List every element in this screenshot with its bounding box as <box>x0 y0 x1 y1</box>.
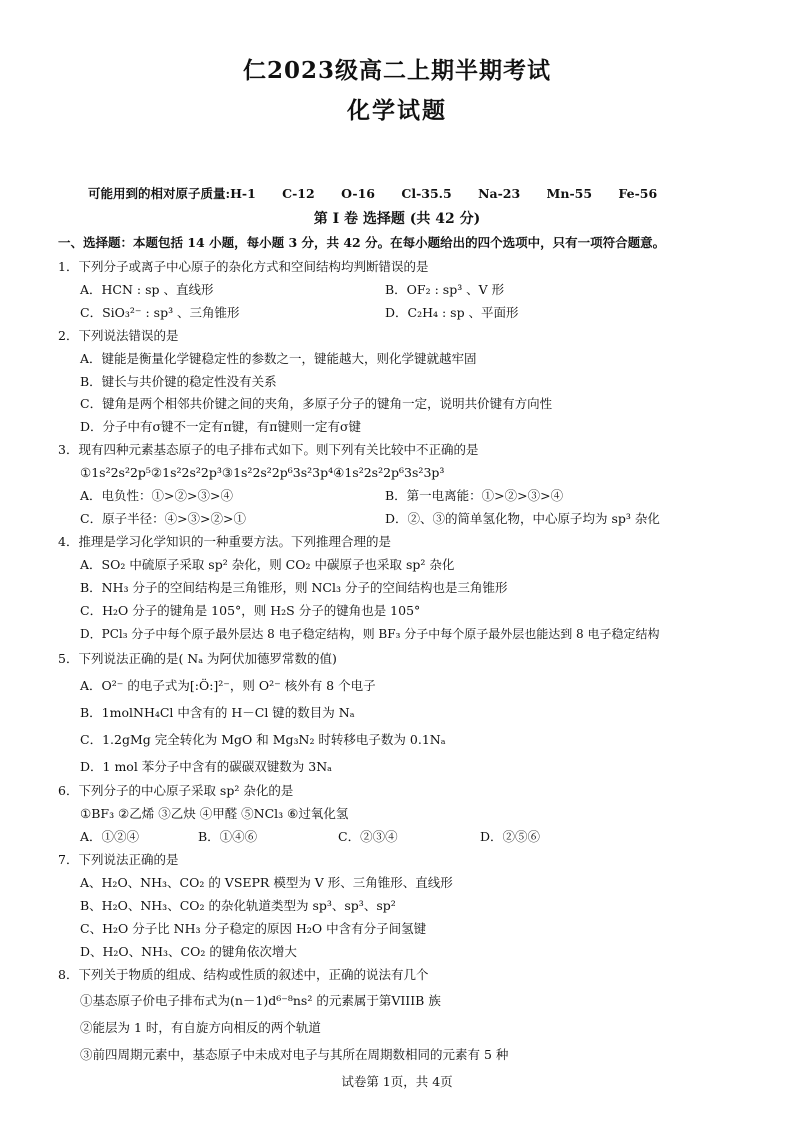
option-c: C．SiO₃²⁻ : sp³ 、三角锥形 <box>80 304 240 320</box>
atomic-mass-item: Na-23 <box>478 186 521 201</box>
option-c: C．原子半径：④>③>②>① <box>80 510 246 526</box>
atomic-mass-item: Cl-35.5 <box>401 186 452 201</box>
statement-1: ①基态原子价电子排布式为(n－1)d⁶⁻⁸ns² 的元素属于第VIIIB 族 <box>80 992 441 1008</box>
option-a: A．O²⁻ 的电子式为[:Ö:]²⁻，则 O²⁻ 核外有 8 个电子 <box>80 678 376 694</box>
option-b: B．第一电离能：①>②>③>④ <box>385 488 564 504</box>
option-d: D．1 mol 苯分子中含有的碳碳双键数为 3Nₐ <box>80 759 332 775</box>
subject-title: 化学试题 <box>347 97 447 124</box>
question-5-stem: 5．下列说法正确的是( Nₐ 为阿伏加德罗常数的值) <box>58 651 337 667</box>
section-title: 一、选择题：本题包括 14 小题，每小题 3 分，共 42 分。在每小题给出的四个选项中，只有一项符合题意。 <box>58 235 666 250</box>
statement-3: ③前四周期元素中，基态原子中未成对电子与其所在周期数相同的元素有 5 种 <box>80 1046 509 1062</box>
question-1-stem: 1．下列分子或离子中心原子的杂化方式和空间结构均判断错误的是 <box>58 259 429 274</box>
option-c: C、H₂O 分子比 NH₃ 分子稳定的原因 H₂O 中含有分子间氢键 <box>80 920 427 936</box>
question-1-options-row <box>58 302 758 325</box>
option-b: B．键长与共价键的稳定性没有关系 <box>80 373 277 389</box>
option-d: D．PCl₃ 分子中每个原子最外层达 8 电子稳定结构，则 BF₃ 分子中每个原子最外层也能达到 8 电子稳定结构 <box>80 626 660 641</box>
option-d: D．C₂H₄ : sp 、平面形 <box>385 304 519 320</box>
option-d: D．②⑤⑥ <box>480 829 541 845</box>
question-1-options-row <box>58 279 758 302</box>
question-2-stem: 2．下列说法错误的是 <box>58 327 179 343</box>
option-d: D．②、③的简单氢化物，中心原子均为 sp³ 杂化 <box>385 510 660 526</box>
statement-2: ②能层为 1 时，有自旋方向相反的两个轨道 <box>80 1019 321 1035</box>
part-title: 第 I 卷 选择题 (共 42 分) <box>313 211 481 227</box>
atomic-mass-item: C-12 <box>282 186 315 201</box>
option-c: C．键角是两个相邻共价键之间的夹角，多原子分子的键角一定，说明共价键有方向性 <box>80 396 553 412</box>
option-d: D、H₂O、NH₃、CO₂ 的键角依次增大 <box>80 943 297 959</box>
atomic-masses-label: 可能用到的相对原子质量:H-1 <box>88 186 256 201</box>
option-c: C．1.2gMg 完全转化为 MgO 和 Mg₃N₂ 时转移电子数为 0.1Nₐ <box>80 732 446 748</box>
question-3-stem: 3．现有四种元素基态原子的电子排布式如下。则下列有关比较中不正确的是 <box>58 442 479 458</box>
questions <box>58 256 758 1068</box>
page-footer: 试卷第 1页，共 4页 <box>341 1074 453 1089</box>
option-b: B．1molNH₄Cl 中含有的 H－Cl 键的数目为 Nₐ <box>80 705 355 721</box>
molecule-list: ①BF₃ ②乙烯 ③乙炔 ④甲醛 ⑤NCl₃ ⑥过氧化氢 <box>80 806 349 822</box>
atomic-mass-item: O-16 <box>341 186 376 201</box>
option-a: A．电负性：①>②>③>④ <box>80 488 233 504</box>
option-a: A．①②④ <box>80 829 140 845</box>
question-8-stem: 8．下列关于物质的组成、结构或性质的叙述中，正确的说法有几个 <box>58 966 429 982</box>
option-c: C．H₂O 分子的键角是 105°，则 H₂S 分子的键角也是 105° <box>80 602 421 618</box>
exam-title: 仁2023级高二上期半期考试 <box>242 57 551 84</box>
option-c: C．②③④ <box>338 829 398 845</box>
question-6-options-row <box>58 826 758 849</box>
option-b: B．NH₃ 分子的空间结构是三角锥形，则 NCl₃ 分子的空间结构也是三角锥形 <box>80 579 508 595</box>
question-7-stem: 7．下列说法正确的是 <box>58 852 179 868</box>
question-6-stem: 6．下列分子的中心原子采取 sp² 杂化的是 <box>58 783 294 799</box>
option-b: B、H₂O、NH₃、CO₂ 的杂化轨道类型为 sp³、sp³、sp² <box>80 897 396 913</box>
option-a: A、H₂O、NH₃、CO₂ 的 VSEPR 模型为 V 形、三角锥形、直线形 <box>80 875 453 891</box>
atomic-mass-item: Mn-55 <box>546 186 593 201</box>
question-3-options-row <box>58 508 758 531</box>
option-a: A．键能是衡量化学键稳定性的参数之一，键能越大，则化学键就越牢固 <box>80 350 477 366</box>
atomic-masses <box>88 184 679 202</box>
atomic-mass-item: Fe-56 <box>618 186 658 201</box>
option-a: A．SO₂ 中硫原子采取 sp² 杂化，则 CO₂ 中碳原子也采取 sp² 杂化 <box>80 556 455 572</box>
option-d: D．分子中有σ键不一定有π键，有π键则一定有σ键 <box>80 419 362 435</box>
question-4-stem: 4．推理是学习化学知识的一种重要方法。下列推理合理的是 <box>58 533 391 549</box>
option-b: B．OF₂ : sp³ 、V 形 <box>385 281 505 297</box>
electron-configurations: ①1s²2s²2p⁵②1s²2s²2p³③1s²2s²2p⁶3s²3p⁴④1s²2s²2p⁶3s²3p³ <box>80 465 445 481</box>
option-a: A．HCN : sp 、直线形 <box>80 281 214 297</box>
question-3-options-row <box>58 485 758 508</box>
option-b: B．①④⑥ <box>198 829 258 845</box>
